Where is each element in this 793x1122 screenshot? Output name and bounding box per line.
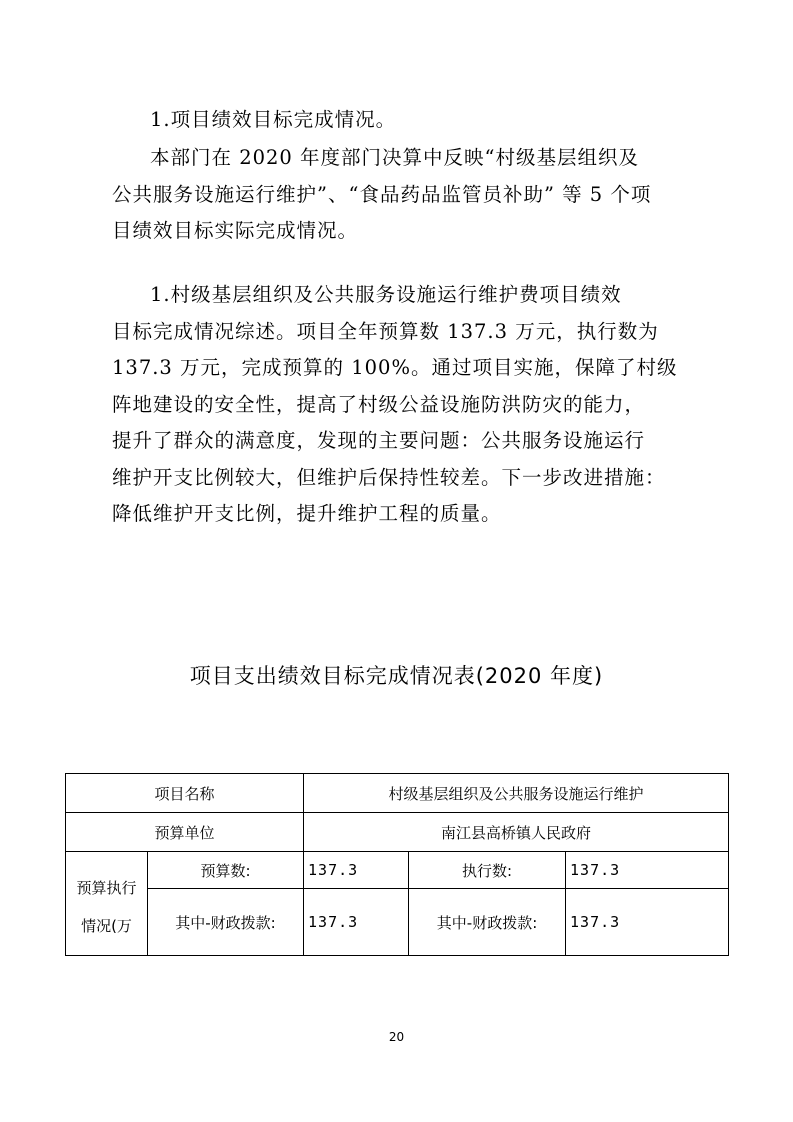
project-name-label: 项目名称 — [66, 774, 304, 813]
paragraph-line: 137.3 万元，完成预算的 100%。通过项目实施，保障了村级 — [112, 356, 678, 379]
paragraph-line: 降低维护开支比例，提升维护工程的质量。 — [112, 502, 502, 525]
project-paragraph — [112, 277, 688, 533]
budget-label: 预算数: — [148, 852, 304, 889]
paragraph-line: 维护开支比例较大，但维护后保持性较差。下一步改进措施： — [112, 465, 666, 489]
intro-paragraph — [112, 140, 688, 250]
budget-unit-label: 预算单位 — [66, 813, 304, 852]
fiscal-value: 137.3 — [304, 889, 409, 956]
paragraph-line: 1.村级基层组织及公共服务设施运行维护费项目绩效 — [150, 283, 622, 306]
table-row — [66, 774, 729, 813]
project-name-value: 村级基层组织及公共服务设施运行维护 — [304, 774, 729, 813]
paragraph-line: 提升了群众的满意度，发现的主要问题：公共服务设施运行 — [112, 429, 646, 452]
paragraph-line: 阵地建设的安全性，提高了村级公益设施防洪防灾的能力， — [112, 392, 646, 416]
table-row — [66, 813, 729, 852]
table-row — [66, 852, 729, 889]
paragraph-line: 目绩效目标实际完成情况。 — [112, 219, 359, 242]
performance-table — [65, 773, 729, 956]
fiscal-label: 其中-财政拨款: — [148, 889, 304, 956]
executed-label: 执行数: — [409, 852, 566, 889]
page-number: 20 — [388, 1030, 405, 1044]
table-title: 项目支出绩效目标完成情况表(2020 年度) — [189, 664, 604, 688]
table-row — [66, 889, 729, 956]
paragraph-line: 本部门在 2020 年度部门决算中反映“村级基层组织及 — [150, 146, 639, 169]
fiscal-value: 137.3 — [566, 889, 729, 956]
execution-label: 预算执行 情况(万 — [66, 852, 148, 956]
executed-value: 137.3 — [566, 852, 729, 889]
budget-value: 137.3 — [304, 852, 409, 889]
fiscal-label: 其中-财政拨款: — [409, 889, 566, 956]
section-heading: 1.项目绩效目标完成情况。 — [150, 108, 397, 131]
paragraph-line: 公共服务设施运行维护”、“食品药品监管员补助” 等 5 个项 — [112, 182, 652, 206]
budget-unit-value: 南江县高桥镇人民政府 — [304, 813, 729, 852]
paragraph-line: 目标完成情况综述。项目全年预算数 137.3 万元，执行数为 — [112, 319, 659, 343]
